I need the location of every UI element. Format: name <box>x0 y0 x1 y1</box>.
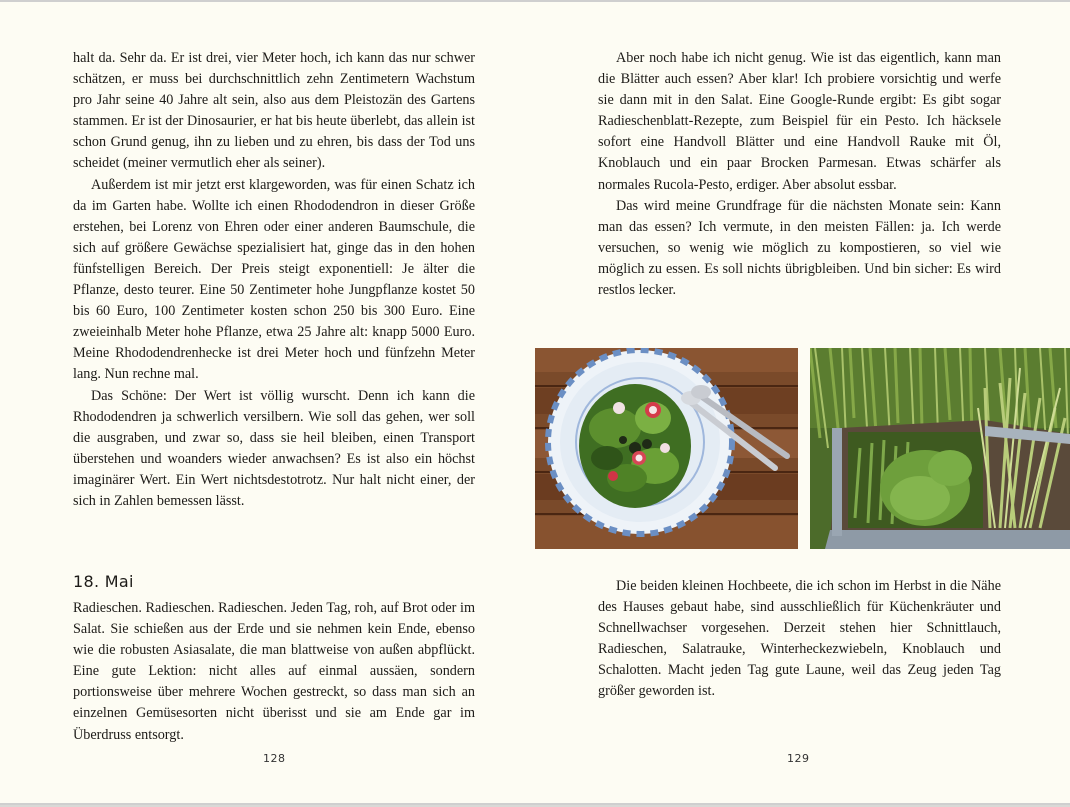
page-number-left: 128 <box>263 752 286 765</box>
paragraph: Die beiden kleinen Hochbeete, die ich schon im Herbst in die Nähe des Hauses gebaut habe, sind ausschließlich für Küchenkräuter und Schnellwachser vorgesehen. Derzeit stehen hier Schnittlauch, Radieschen, Salatrauke, Winterheckezwiebeln, Knoblauch und Schalotten. Macht jeden Tag gute Laune, weil das Zeug jeden Tag größer geworden ist. <box>598 578 1001 700</box>
paragraph: halt da. Sehr da. Er ist drei, vier Meter hoch, ich kann das nur schwer schätzen, er muss bei durchschnittlich zehn Zentimetern Wachstum pro Jahr seine 40 Jahre alt sein, also aus dem Pleistozän des Gartens stammen. Er ist der Dinosaurier, er hat bis heute überlebt, das allein ist schon Grund genug, ihn zu lieben und zu ehren, bis dass der Tod uns scheidet (meiner vermutlich eher als seiner). <box>73 50 475 172</box>
entry-date-heading: 18. Mai <box>73 572 134 591</box>
raised-beds-photo <box>810 348 1070 549</box>
left-page <box>0 2 535 807</box>
paragraph: Aber noch habe ich nicht genug. Wie ist das eigentlich, kann man die Blätter auch essen? Aber klar! Ich probiere vorsichtig und werfe sie dann mit in den Salat. Eine Google-Runde ergibt: Es gibt sogar Radieschenblatt-Rezepte, zum Beispiel für ein Pesto. Ich häcksele sofort eine Handvoll Blätter und eine Handvoll Rauke mit Öl, Knoblauch und ein paar Brocken Parmesan. Etwas schärfer als normales Rucola-Pesto, erdiger. Aber absolut essbar. <box>598 50 1001 193</box>
salad-photo <box>535 348 798 549</box>
page-number-right: 129 <box>787 752 810 765</box>
paragraph: Das wird meine Grundfrage für die nächsten Monate sein: Kann man das essen? Ich vermute, in den meisten Fällen: ja. Ich werde versuchen, so wenig wie möglich zu kompostieren, so viel wie möglich zu essen. Es soll nichts übrigbleiben. Und bin sicher: Es wird restlos lecker. <box>598 197 1001 299</box>
entry-body <box>73 598 475 746</box>
paragraph: Das Schöne: Der Wert ist völlig wurscht. Denn ich kann die Rhododendren ja schwerlich versilbern. Wie soll das gehen, wer soll die ausgraben, und zwar so, dass sie heil bleiben, einen Transport überstehen und woanders wieder anwachsen? Es ist also ein höchst imaginärer Wert. Ein Wert nichtsdestotrotz. Nur halt nicht einer, der sich in Zahlen bemessen lässt. <box>73 387 475 509</box>
paragraph: Außerdem ist mir jetzt erst klargeworden, was für einen Schatz ich da im Garten habe. Wollte ich einen Rhododendron in dieser Größe erstehen, bei Lorenz von Ehren oder einer anderen Baumschule, die sich auf größere Gewächse spezialisiert hat, ginge das in den hohen fünfstelligen Bereich. Der Preis steigt exponentiell: Je älter die Pflanze, desto teurer. Eine 50 Zentimeter hohe Jungpflanze kostet 50 bis 60 Euro, 100 Zentimeter kosten schon 250 bis 300 Euro. Eine zweieinhalb Meter hohe Pflanze, etwa 25 Jahre alt: knapp 5000 Euro. Meine Rhododendrenhecke ist drei Meter hoch und fünfzehn Meter lang. Nun rechne mal. <box>73 176 475 383</box>
photo-caption-body <box>598 576 1001 703</box>
right-page-body <box>598 48 1001 301</box>
paragraph: Radieschen. Radieschen. Radieschen. Jeden Tag, roh, auf Brot oder im Salat. Sie schießen aus der Erde und sie nehmen kein Ende, ebenso wie die robusten Asiasalate, die man blattweise von außen abpflückt. Eine gute Lektion: nicht alles auf einmal aussäen, sondern portionsweise über mehrere Wochen gestreckt, so dass man sich an einzelnen Gemüsesorten nicht überisst und sie am Ende gar im Überdruss entsorgt. <box>73 600 475 743</box>
right-page <box>535 2 1070 807</box>
left-page-body <box>73 48 475 512</box>
